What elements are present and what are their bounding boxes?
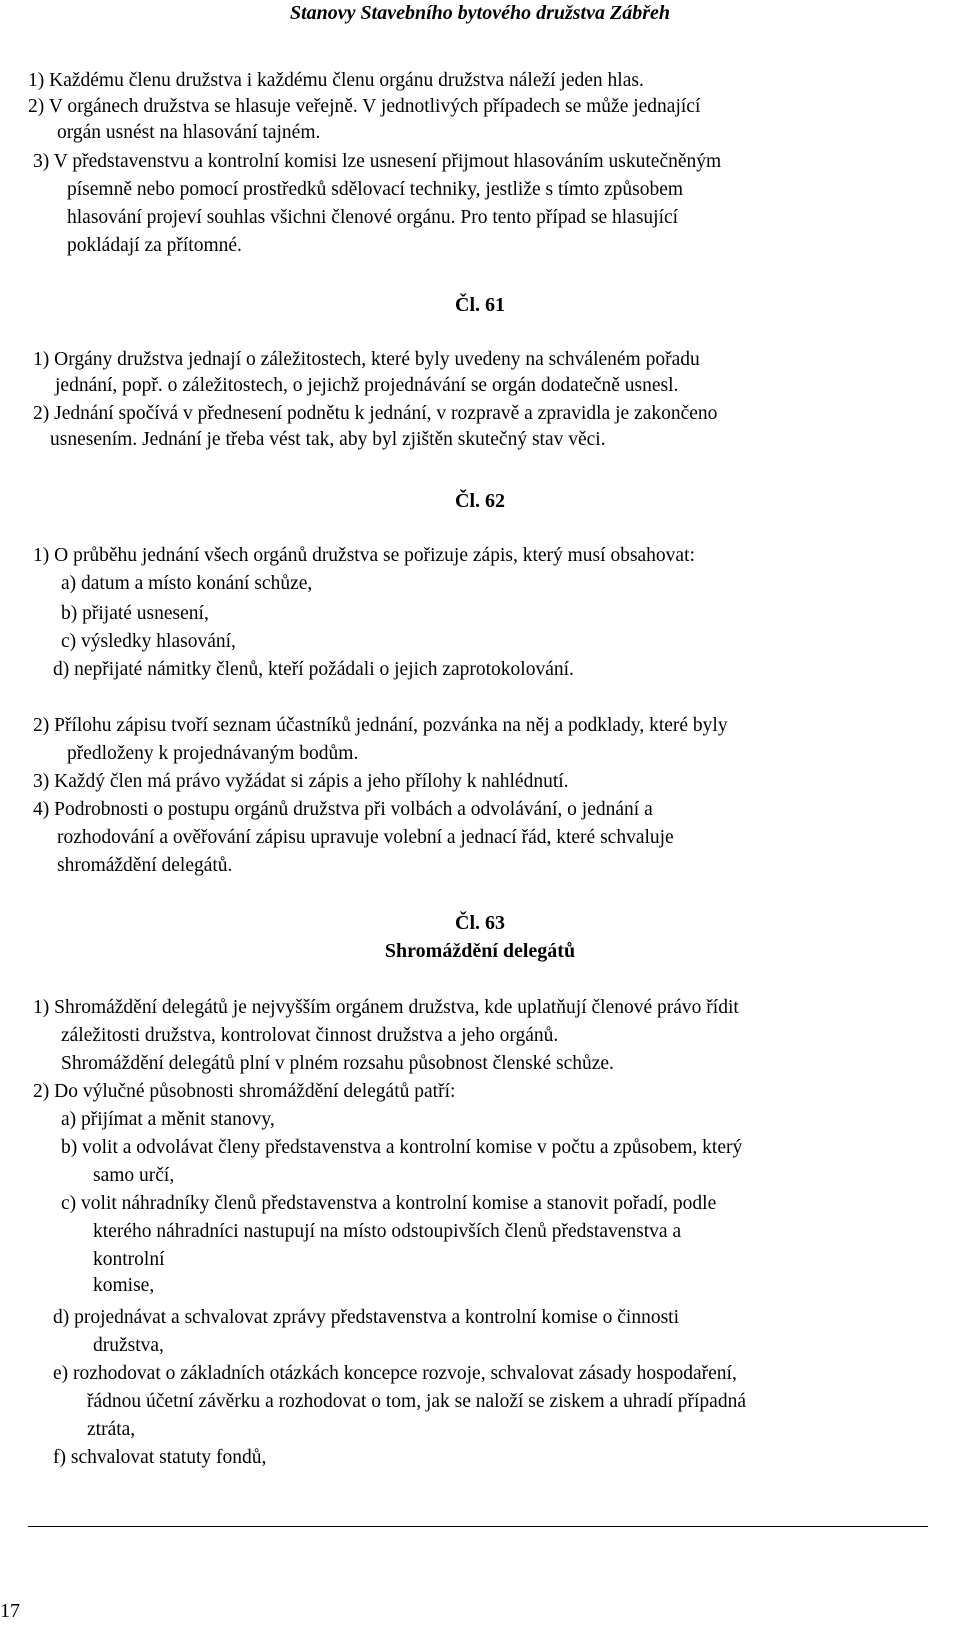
paragraph-line: Shromáždění delegátů plní v plném rozsahu působnost členské schůze.: [61, 1053, 614, 1074]
section-heading: Čl. 63: [455, 912, 505, 934]
section-heading: Čl. 61: [455, 294, 505, 316]
paragraph-line: b) volit a odvolávat členy představenstva a kontrolní komise v počtu a způsobem, který: [61, 1137, 743, 1158]
paragraph-line: družstva,: [93, 1335, 164, 1356]
page-number: 17: [0, 1600, 20, 1622]
paragraph-line: f) schvalovat statuty fondů,: [53, 1447, 267, 1468]
paragraph-line: předloženy k projednávaným bodům.: [67, 743, 359, 764]
section-heading: Čl. 62: [455, 490, 505, 512]
paragraph-line: samo určí,: [93, 1165, 175, 1186]
paragraph-line: c) výsledky hlasování,: [61, 631, 236, 652]
paragraph-line: 1) O průběhu jednání všech orgánů družstva se pořizuje zápis, který musí obsahovat:: [33, 545, 695, 566]
paragraph-line: 2) Do výlučné působnosti shromáždění delegátů patří:: [33, 1081, 456, 1102]
paragraph-line: 1) Každému členu družstva i každému členu orgánu družstva náleží jeden hlas.: [28, 70, 644, 91]
paragraph-line: usnesením. Jednání je třeba vést tak, aby byl zjištěn skutečný stav věci.: [50, 429, 606, 450]
paragraph-line: d) nepřijaté námitky členů, kteří požádali o jejich zaprotokolování.: [53, 659, 574, 680]
paragraph-line: e) rozhodovat o základních otázkách koncepce rozvoje, schvalovat zásady hospodaření,: [53, 1363, 737, 1384]
paragraph-line: hlasování projeví souhlas všichni členové orgánu. Pro tento případ se hlasující: [67, 207, 679, 228]
paragraph-line: 1) Orgány družstva jednají o záležitostech, které byly uvedeny na schváleném pořadu: [33, 349, 700, 370]
paragraph-line: c) volit náhradníky členů představenstva a kontrolní komise a stanovit pořadí, podle: [61, 1193, 717, 1214]
section-heading: Shromáždění delegátů: [384, 940, 576, 962]
paragraph-line: 2) V orgánech družstva se hlasuje veřejně. V jednotlivých případech se může jednající: [28, 96, 701, 117]
paragraph-line: písemně nebo pomocí prostředků sdělovací techniky, jestliže s tímto způsobem: [67, 179, 684, 200]
paragraph-line: záležitosti družstva, kontrolovat činnost družstva a jeho orgánů.: [61, 1025, 559, 1046]
paragraph-line: řádnou účetní závěrku a rozhodovat o tom, jak se naloží se ziskem a uhradí případná: [87, 1391, 746, 1412]
paragraph-line: 1) Shromáždění delegátů je nejvyšším orgánem družstva, kde uplatňují členové právo řídit: [33, 997, 739, 1018]
paragraph-line: kontrolní: [93, 1249, 165, 1270]
paragraph-line: b) přijaté usnesení,: [61, 603, 209, 624]
paragraph-line: 4) Podrobnosti o postupu orgánů družstva při volbách a odvolávání, o jednání a: [33, 799, 653, 820]
paragraph-line: kterého náhradníci nastupují na místo odstoupivších členů představenstva a: [93, 1221, 682, 1242]
paragraph-line: orgán usnést na hlasování tajném.: [57, 122, 321, 143]
paragraph-line: 3) Každý člen má právo vyžádat si zápis a jeho přílohy k nahlédnutí.: [33, 771, 569, 792]
paragraph-line: pokládají za přítomné.: [67, 235, 242, 256]
document-header: Stanovy Stavebního bytového družstva Zábřeh: [289, 2, 670, 24]
paragraph-line: d) projednávat a schvalovat zprávy představenstva a kontrolní komise o činnosti: [53, 1307, 679, 1328]
paragraph-line: rozhodování a ověřování zápisu upravuje volební a jednací řád, které schvaluje: [57, 827, 674, 848]
paragraph-line: 2) Přílohu zápisu tvoří seznam účastníků jednání, pozvánka na něj a podklady, které byly: [33, 715, 728, 736]
paragraph-line: a) datum a místo konání schůze,: [61, 573, 313, 594]
paragraph-line: shromáždění delegátů.: [57, 855, 233, 876]
paragraph-line: jednání, popř. o záležitostech, o jejichž projednávání se orgán dodatečně usnesl.: [55, 375, 679, 396]
paragraph-line: 3) V představenstvu a kontrolní komisi lze usnesení přijmout hlasováním uskutečněným: [33, 151, 722, 172]
paragraph-line: a) přijímat a měnit stanovy,: [61, 1109, 275, 1130]
paragraph-line: ztráta,: [87, 1419, 136, 1440]
paragraph-line: komise,: [93, 1275, 155, 1296]
paragraph-line: 2) Jednání spočívá v přednesení podnětu k jednání, v rozpravě a zpravidla je zakončeno: [33, 403, 718, 424]
page-footer-divider: [28, 1526, 928, 1527]
